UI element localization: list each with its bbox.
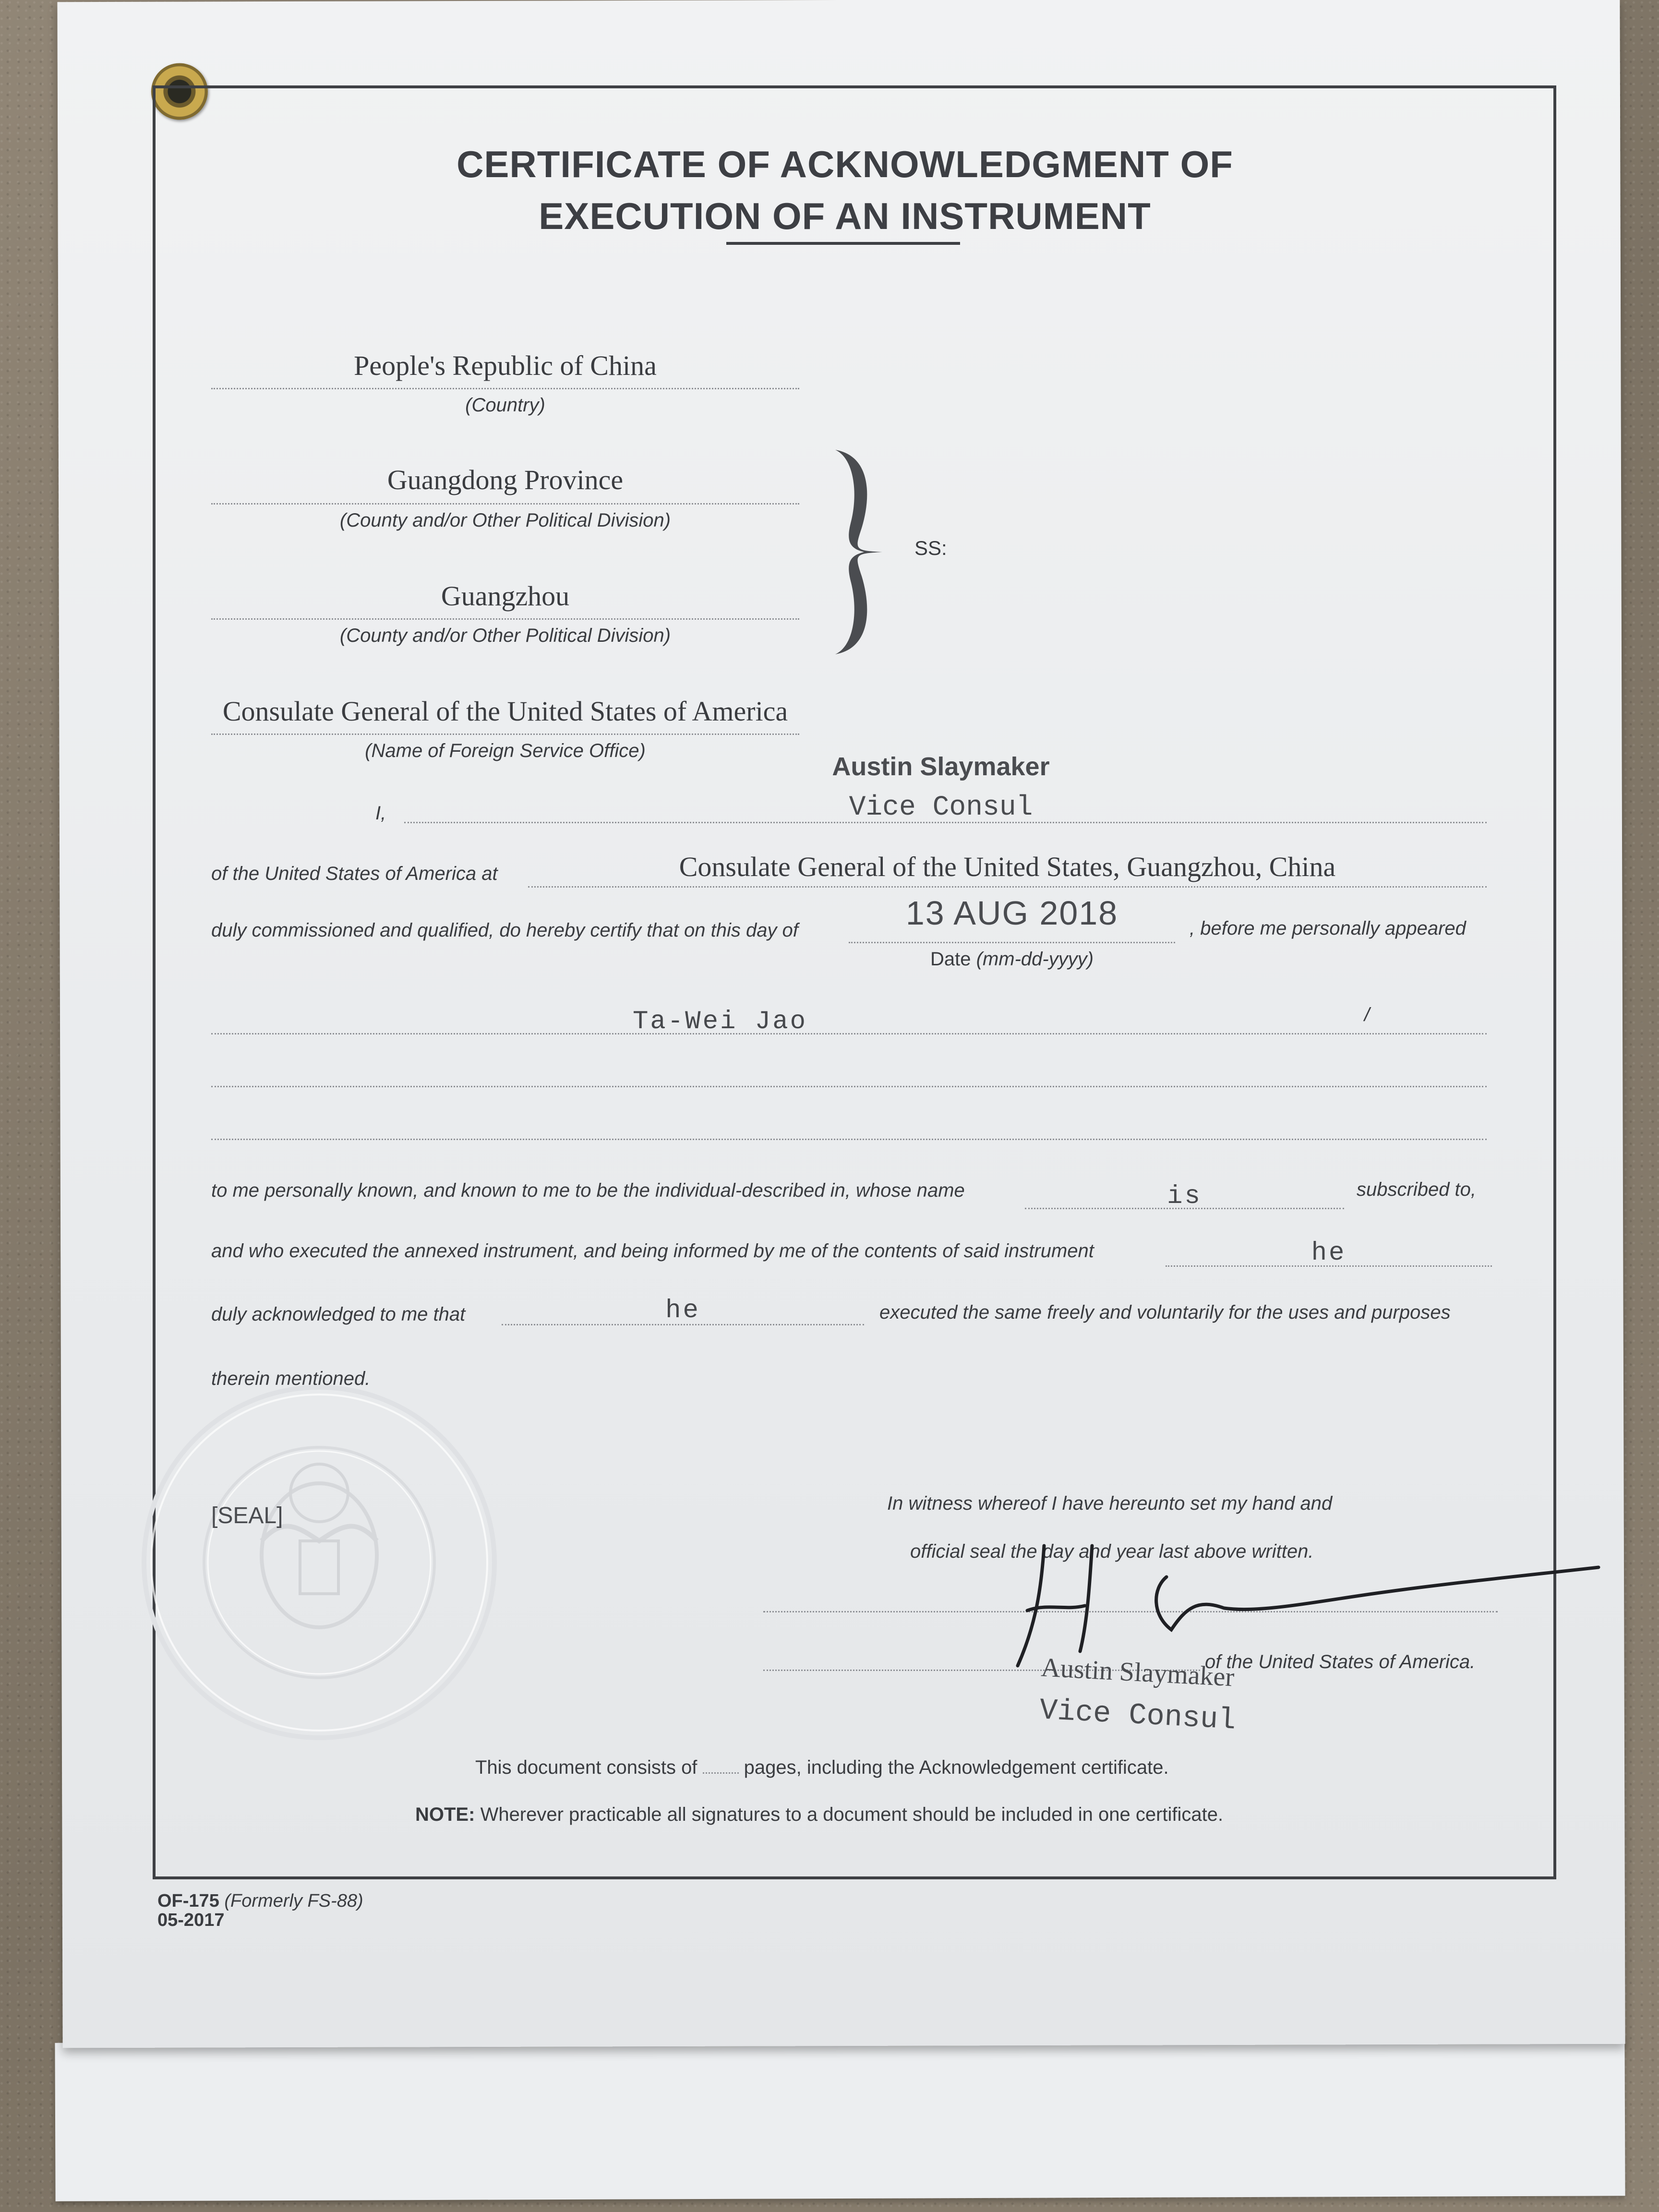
form-date: 05-2017 (157, 1910, 225, 1930)
form-code-line (157, 1891, 363, 1911)
date-caption (930, 949, 1094, 970)
known-text: to me personally known, and known to me to be the individual-described in, whose name (211, 1180, 965, 1201)
country-value: People's Republic of China (354, 350, 657, 381)
is-line (1025, 1208, 1344, 1209)
he-value-2: he (665, 1296, 700, 1325)
title-line-2: EXECUTION OF AN INSTRUMENT (539, 195, 1151, 237)
is-value: is (1167, 1182, 1202, 1211)
office-line (211, 733, 799, 735)
office-value: Consulate General of the United States of America (222, 696, 788, 727)
appeared-text: , before me personally appeared (1190, 918, 1466, 939)
form-code-block (157, 1891, 363, 1930)
at-label: of the United States of America at (211, 863, 498, 884)
note-body: Wherever practicable all signatures to a document should be included in one certificate. (480, 1804, 1224, 1825)
date-line (849, 942, 1175, 943)
date-caption-plain: Date (930, 949, 971, 970)
appearer-name: Ta-Wei Jao (632, 1007, 808, 1036)
pages-post: pages, including the Acknowledgement certificate. (744, 1757, 1169, 1778)
curly-brace-icon (826, 444, 902, 660)
commission-text: duly commissioned and qualified, do hereby certify that on this day of (211, 920, 798, 941)
embossed-seal-icon (139, 1382, 499, 1743)
seal-label: [SEAL] (211, 1503, 283, 1528)
certificate-title (336, 138, 1354, 242)
freely-text: executed the same freely and voluntarily for the uses and purposes (879, 1302, 1451, 1323)
note-text (415, 1804, 1223, 1826)
pages-blank (703, 1772, 739, 1774)
division1-value: Guangdong Province (387, 464, 624, 495)
appearer-line-1 (211, 1033, 1487, 1034)
ss-label: SS: (914, 537, 947, 559)
he-line-1 (1166, 1265, 1492, 1267)
executed-text: and who executed the annexed instrument, and being informed by me of the contents of said instrument (211, 1240, 1094, 1262)
witness-stamp-name: Austin Slaymaker (1040, 1652, 1235, 1693)
pages-pre: This document consists of (475, 1757, 697, 1778)
officer-line (404, 822, 1487, 823)
title-underline (726, 242, 960, 245)
location-value: Consulate General of the United States, Guangzhou, China (679, 851, 1336, 882)
i-label: I, (375, 803, 386, 824)
officer-stamp-name: Austin Slaymaker (832, 752, 1050, 781)
division2-value: Guangzhou (441, 580, 570, 612)
witness-line-2: official seal the day and year last above written. (910, 1541, 1314, 1562)
office-caption: (Name of Foreign Service Office) (365, 740, 646, 761)
country-caption: (Country) (465, 395, 545, 416)
appearer-line-2 (211, 1086, 1487, 1087)
division2-line (211, 618, 799, 620)
title-line-1: CERTIFICATE OF ACKNOWLEDGMENT OF (457, 143, 1233, 185)
therein-text: therein mentioned. (211, 1368, 371, 1389)
note-label: NOTE: (415, 1804, 475, 1825)
appearer-mark: / (1364, 1004, 1370, 1025)
pages-text (475, 1757, 1169, 1779)
appearer-line-3 (211, 1139, 1487, 1140)
witness-stamp-title: Vice Consul (1038, 1693, 1237, 1738)
officer-stamp-title: Vice Consul (849, 792, 1033, 823)
form-formerly: (Formerly FS-88) (224, 1891, 363, 1911)
he-line-2 (502, 1324, 864, 1325)
division1-line (211, 503, 799, 505)
form-code: OF-175 (157, 1891, 219, 1911)
division2-caption: (County and/or Other Political Division) (339, 625, 671, 646)
country-line (211, 388, 799, 389)
division1-caption: (County and/or Other Political Division) (339, 510, 671, 531)
subscribed-text: subscribed to, (1357, 1179, 1477, 1200)
date-value: 13 AUG 2018 (905, 894, 1118, 932)
underlying-sheet (55, 2037, 1625, 2201)
he-value-1: he (1311, 1238, 1346, 1268)
location-line (528, 886, 1487, 888)
date-caption-italic: (mm-dd-yyyy) (976, 949, 1094, 970)
of-usa-text: of the United States of America. (1205, 1651, 1476, 1672)
acknowledged-text: duly acknowledged to me that (211, 1304, 466, 1325)
witness-line-1: In witness whereof I have hereunto set my hand and (887, 1493, 1333, 1514)
